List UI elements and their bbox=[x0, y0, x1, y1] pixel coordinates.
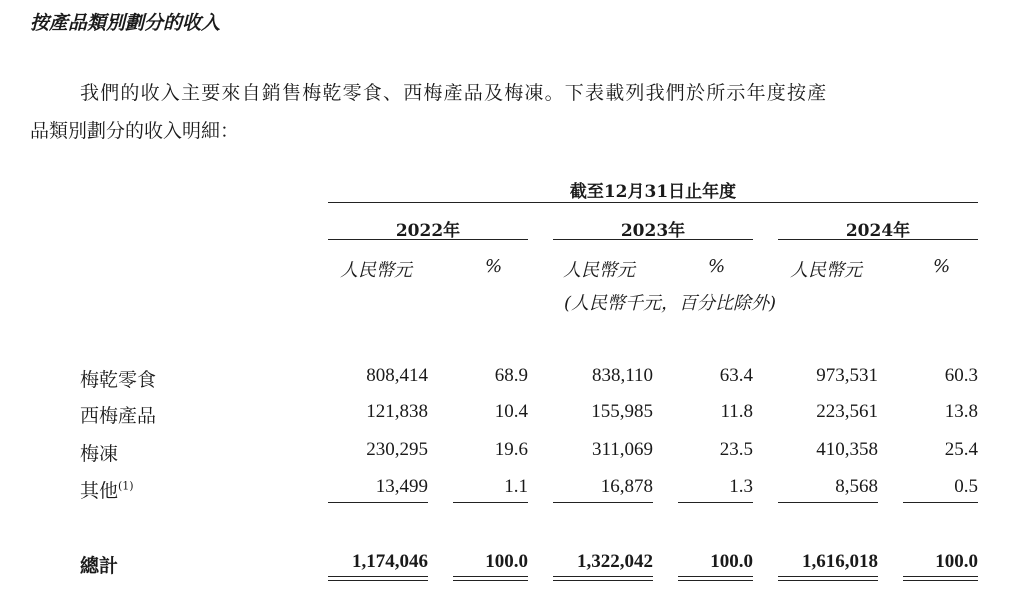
subtotal-rule bbox=[328, 502, 428, 503]
unit-amount-2022: 人民幣元 bbox=[340, 260, 412, 281]
total-double-rule bbox=[678, 576, 753, 581]
table-cell: 410,358 bbox=[816, 439, 878, 460]
table-cell: 68.9 bbox=[494, 365, 528, 386]
total-double-rule bbox=[778, 576, 878, 581]
table-cell: 25.4 bbox=[944, 439, 978, 460]
year-rule-2022 bbox=[328, 239, 528, 240]
subtotal-rule bbox=[553, 502, 653, 503]
total-cell: 1,322,042 bbox=[577, 551, 653, 572]
period-header: 截至12月31日止年度 bbox=[569, 182, 737, 202]
table-cell: 1.3 bbox=[729, 476, 753, 497]
total-cell: 100.0 bbox=[485, 551, 528, 572]
total-double-rule bbox=[453, 576, 528, 581]
table-cell: 8,568 bbox=[835, 476, 878, 497]
subtotal-rule bbox=[778, 502, 878, 503]
table-cell: 23.5 bbox=[719, 439, 753, 460]
table-cell: 0.5 bbox=[954, 476, 978, 497]
total-cell: 100.0 bbox=[710, 551, 753, 572]
table-cell: 311,069 bbox=[591, 439, 653, 460]
table-cell: 11.8 bbox=[720, 401, 753, 422]
table-cell: 16,878 bbox=[600, 476, 653, 497]
table-cell: 13.8 bbox=[944, 401, 978, 422]
total-double-rule bbox=[903, 576, 978, 581]
total-label: 總計 bbox=[80, 555, 119, 577]
paragraph-line-2: 品類別劃分的收入明細： bbox=[30, 120, 240, 142]
subtotal-rule bbox=[903, 502, 978, 503]
unit-amount-2023: 人民幣元 bbox=[563, 260, 635, 281]
unit-pct-2023: % bbox=[708, 256, 726, 277]
row-label bbox=[80, 476, 134, 503]
table-cell: 19.6 bbox=[494, 439, 528, 460]
year-rule-2023 bbox=[553, 239, 753, 240]
unit-pct-2022: % bbox=[485, 256, 503, 277]
table-cell: 973,531 bbox=[816, 365, 878, 386]
intro-paragraph bbox=[30, 74, 990, 150]
period-rule bbox=[328, 202, 978, 203]
table-cell: 63.4 bbox=[719, 365, 753, 386]
subtotal-rule bbox=[453, 502, 528, 503]
unit-pct-2024: % bbox=[933, 256, 951, 277]
subtotal-rule bbox=[678, 502, 753, 503]
total-cell: 1,174,046 bbox=[352, 551, 428, 572]
year-2024: 2024年 bbox=[845, 221, 911, 241]
table-cell: 121,838 bbox=[366, 401, 428, 422]
unit-note: (人民幣千元，百分比除外) bbox=[563, 293, 777, 314]
unit-amount-2024: 人民幣元 bbox=[790, 260, 862, 281]
row-label: 梅乾零食 bbox=[80, 369, 157, 391]
year-2022: 2022年 bbox=[395, 221, 461, 241]
table-cell: 10.4 bbox=[494, 401, 528, 422]
table-cell: 60.3 bbox=[944, 365, 978, 386]
section-heading: 按產品類別劃分的收入 bbox=[30, 12, 221, 34]
footnote-marker: (1) bbox=[118, 479, 134, 493]
row-label: 西梅產品 bbox=[80, 405, 157, 427]
table-cell: 223,561 bbox=[816, 401, 878, 422]
total-double-rule bbox=[553, 576, 653, 581]
table-cell: 838,110 bbox=[591, 365, 653, 386]
year-rule-2024 bbox=[778, 239, 978, 240]
table-cell: 1.1 bbox=[504, 476, 528, 497]
total-double-rule bbox=[328, 576, 428, 581]
table-cell: 808,414 bbox=[366, 365, 428, 386]
paragraph-line-1: 我們的收入主要來自銷售梅乾零食、西梅產品及梅凍。下表載列我們於所示年度按產 bbox=[80, 82, 828, 104]
table-cell: 230,295 bbox=[366, 439, 428, 460]
year-2023: 2023年 bbox=[620, 221, 686, 241]
row-label: 梅凍 bbox=[80, 443, 119, 465]
table-cell: 13,499 bbox=[375, 476, 428, 497]
row-label-text: 其他 bbox=[80, 480, 119, 502]
total-cell: 1,616,018 bbox=[802, 551, 878, 572]
total-cell: 100.0 bbox=[935, 551, 978, 572]
table-cell: 155,985 bbox=[591, 401, 653, 422]
